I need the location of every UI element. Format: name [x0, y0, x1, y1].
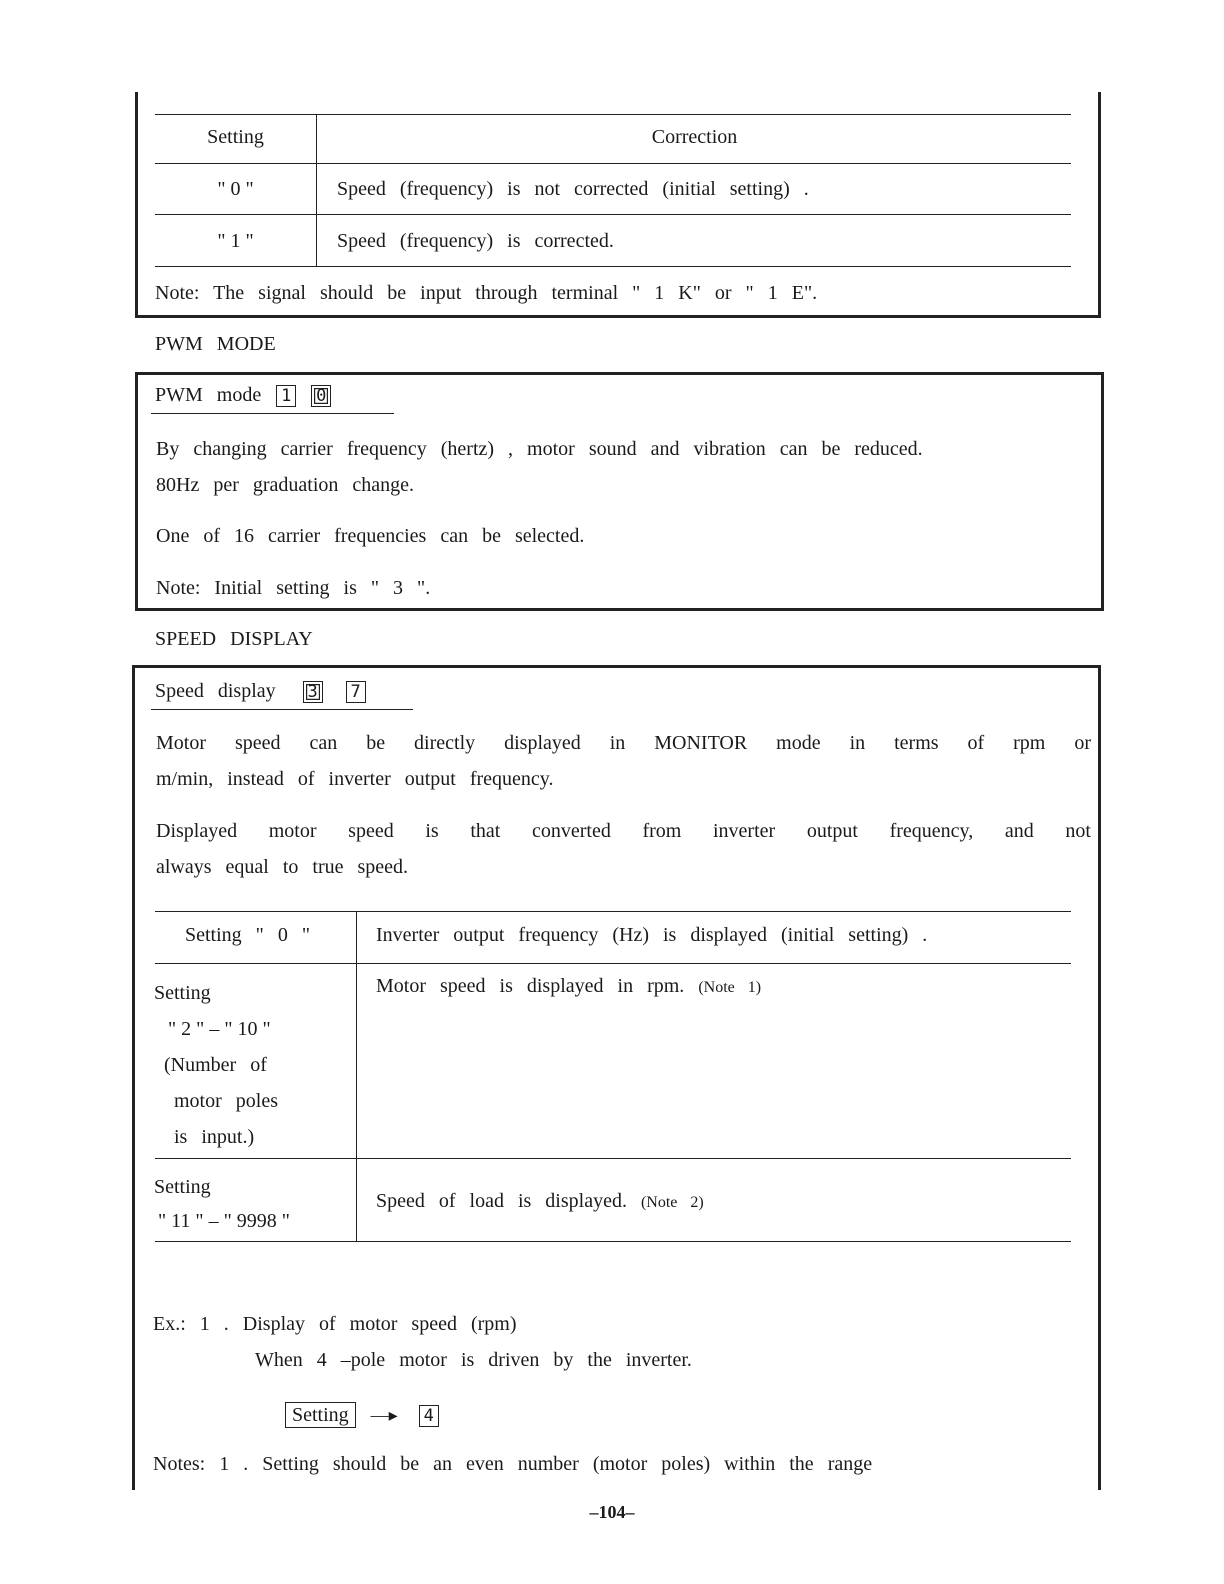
- example-line: When 4 –pole motor is driven by the inverter.: [255, 1349, 692, 1371]
- pwm-section-title: PWM MODE: [155, 333, 276, 355]
- example-key-4: 4: [419, 1405, 439, 1427]
- row-1-setting: " 1 ": [217, 230, 254, 252]
- page-number: –104–: [589, 1502, 635, 1522]
- speed-section-title: SPEED DISPLAY: [155, 628, 313, 650]
- pwm-paragraph1-line1: By changing carrier frequency (hertz) , motor sound and vibration can be reduced.: [156, 438, 923, 460]
- speed-row3-description-line: [376, 1190, 704, 1213]
- speed-function-heading: [151, 680, 413, 710]
- notes-prefix: Notes:: [153, 1453, 206, 1475]
- example-title: Display of motor speed (rpm): [242, 1313, 517, 1335]
- row-0-correction: Speed (frequency) is not corrected (initial setting) .: [337, 178, 809, 200]
- header-correction: Correction: [651, 126, 738, 148]
- speed-paragraph2-line1: Displayed motor speed is that converted from inverter output frequency, and not: [156, 820, 1091, 842]
- pwm-key-0: 0: [311, 385, 331, 407]
- speed-row3-setting-line: " 11 " – " 9998 ": [158, 1210, 290, 1232]
- notes-line: [153, 1453, 872, 1476]
- speed-row2-description-line: [376, 975, 761, 998]
- pwm-note: Note: Initial setting is " 3 ".: [156, 577, 431, 599]
- speed-table-rule-1: [155, 963, 1071, 964]
- row-0-setting: " 0 ": [217, 178, 254, 200]
- speed-table-rule-2: [155, 1158, 1071, 1159]
- example-number: 1 .: [199, 1313, 229, 1335]
- notes-number: 1 .: [219, 1453, 249, 1475]
- speed-row2-setting-line: is input.): [174, 1126, 255, 1148]
- table-header-rule: [155, 163, 1071, 164]
- speed-key-7: 7: [346, 681, 366, 703]
- row-1-correction: Speed (frequency) is corrected.: [337, 230, 614, 252]
- table-bottom-rule: [155, 266, 1071, 267]
- example-key-sequence: [285, 1402, 439, 1428]
- table-top-rule: [155, 114, 1071, 115]
- speed-row3-note-ref: (Note 2): [640, 1194, 704, 1211]
- speed-paragraph1-line1: Motor speed can be directly displayed in MONITOR mode in terms of rpm or: [156, 732, 1091, 754]
- speed-row2-setting-line: (Number of: [164, 1054, 267, 1076]
- speed-row2-setting-line: motor poles: [174, 1090, 278, 1112]
- speed-function-label: Speed display: [155, 680, 276, 702]
- speed-paragraph1-line2: m/min, instead of inverter output frequency.: [156, 768, 554, 790]
- pwm-paragraph2: One of 16 carrier frequencies can be selected.: [156, 525, 585, 547]
- speed-row3-description: Speed of load is displayed.: [376, 1190, 627, 1212]
- pwm-paragraph1-line2: 80Hz per graduation change.: [156, 474, 415, 496]
- example-prefix: Ex.:: [153, 1313, 186, 1335]
- speed-row3-setting: [154, 1170, 290, 1238]
- notes-text: Setting should be an even number (motor poles) within the range: [262, 1453, 873, 1475]
- speed-key-3: 3: [303, 681, 323, 703]
- speed-paragraph2-line2: always equal to true speed.: [156, 856, 409, 878]
- speed-table-top-rule: [155, 911, 1071, 912]
- speed-row2-setting-line: Setting: [154, 982, 211, 1004]
- header-setting: Setting: [207, 126, 264, 148]
- arrow-icon: —▸: [370, 1405, 398, 1425]
- speed-row2-note-ref: (Note 1): [698, 979, 762, 996]
- table-column-rule: [316, 114, 317, 266]
- speed-row1-setting: Setting " 0 ": [185, 924, 310, 946]
- pwm-function-label: PWM mode: [155, 384, 262, 406]
- pwm-function-heading: [151, 384, 394, 414]
- speed-table-bottom-rule: [155, 1241, 1071, 1242]
- speed-table-column-rule: [356, 911, 357, 1241]
- setting-key-label: Setting: [285, 1402, 356, 1428]
- table-row-rule: [155, 214, 1071, 215]
- speed-row3-setting-line: Setting: [154, 1176, 211, 1198]
- example-heading: [153, 1313, 517, 1336]
- speed-row1-description: Inverter output frequency (Hz) is displayed (initial setting) .: [376, 924, 928, 946]
- speed-row2-setting: [154, 975, 278, 1155]
- speed-row2-description: Motor speed is displayed in rpm.: [376, 975, 685, 997]
- pwm-key-1: 1: [276, 385, 296, 407]
- terminal-note: Note: The signal should be input through terminal " 1 K" or " 1 E".: [155, 282, 818, 304]
- speed-row2-setting-line: " 2 " – " 10 ": [168, 1018, 271, 1040]
